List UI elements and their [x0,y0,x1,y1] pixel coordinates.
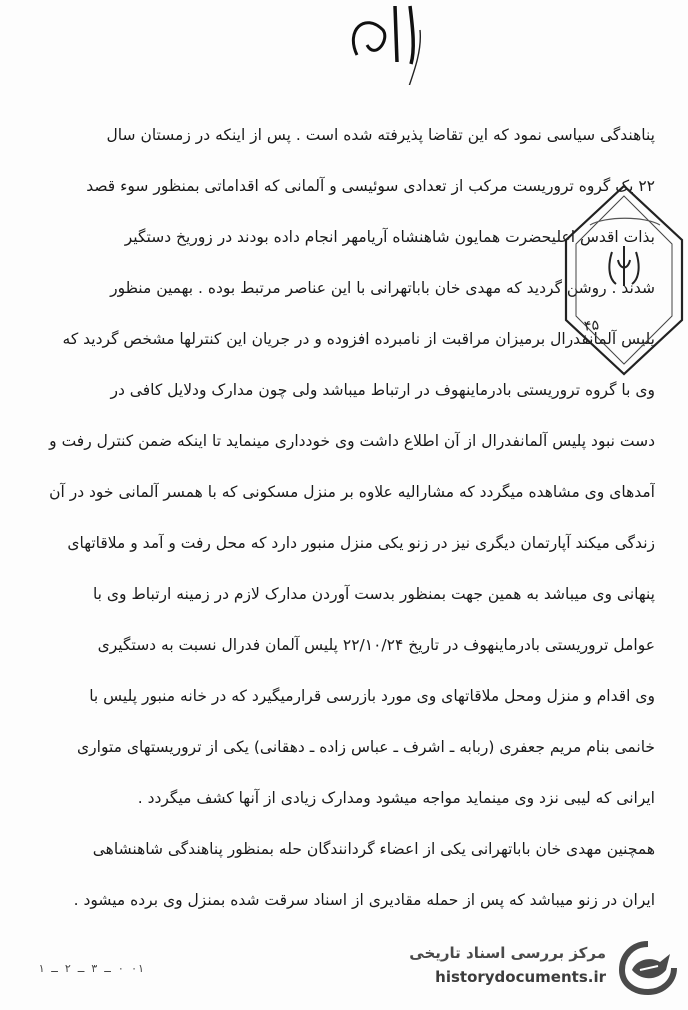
text-line: عوامل تروریستی بادرماینهوف در تاریخ ۲۲/۱۰/۲۴ پلیس آلمان فدرال نسبت به دستگیری [97,636,655,654]
official-stamp [560,180,688,380]
footer-code: ۰۱ ۰ ـ ۳ ـ ۲ ـ ۱ [38,962,144,975]
archive-logo-icon [618,940,678,996]
handwritten-page-number [335,0,435,85]
text-line: پلیس آلمانفدرال برمیزان مراقبت از نامبرده افزوده و در جریان این کنترلها مشخص گردید که [62,330,655,348]
text-line: زندگی میکند آپارتمان دیگری نیز در زنو یکی منزل منبور دارد که محل رفت و آمد و ملاقاتهای [67,534,655,552]
text-line: وی با گروه تروریستی بادرماینهوف در ارتباط میباشد ولی چون مدارک ودلایل کافی در [110,381,655,399]
text-line: خانمی بنام مریم جعفری (ربابه ـ اشرف ـ عباس زاده ـ دهقانی) یکی از تروریستهای متواری [77,738,655,756]
text-line: شدند . روشن گردید که مهدی خان باباتهرانی با این عناصر مرتبط بوده . بهمین منظور [110,279,655,297]
watermark [408,938,678,998]
stamp-number: ۴۵ [583,317,600,335]
watermark-title: مرکز بررسی اسناد تاریخی [409,944,606,962]
text-line: بذات اقدس اعلیحضرت همایون شاهنشاه آریامهر انجام داده بودند در زوریخ دستگیر [124,228,655,246]
text-line: پناهندگی سیاسی نمود که این تقاضا پذیرفته شده است . پس از اینکه در زمستان سال [106,126,655,144]
text-line: ایرانی که لیبی نزد وی مینماید مواجه میشود ومدارک زیادی از آنها کشف میگردد . [137,789,655,807]
text-line: پنهانی وی میباشد به همین جهت بمنظور بدست آوردن مدارک لازم در زمینه ارتباط وی با [92,585,655,603]
emblem-icon [609,246,638,286]
text-line: آمدهای وی مشاهده میگردد که مشارالیه علاوه بر منزل مسکونی که با همسر آلمانی خود در آن [49,483,655,501]
text-line: وی اقدام و منزل ومحل ملاقاتهای وی مورد بازرسی قرارمیگیرد که در خانه منبور پلیس با [89,687,655,705]
text-line: دست نبود پلیس آلمانفدرال از آن اطلاع داشت وی خودداری مینماید تا اینکه ضمن کنترل رفت و [49,432,655,450]
watermark-url[interactable]: historydocuments.ir [435,968,606,986]
text-line: ۲۲ یک گروه تروریست مرکب از تعدادی سوئیسی و آلمانی که اقداماتی بمنظور سوء قصد [86,177,655,195]
text-line: ایران در زنو میباشد که پس از حمله مقادیری از اسناد سرقت شده بمنزل وی برده میشود . [73,891,655,909]
text-line: همچنین مهدی خان باباتهرانی یکی از اعضاء گردانندگان حله بمنظور پناهندگی شاهنشاهی [92,840,655,858]
